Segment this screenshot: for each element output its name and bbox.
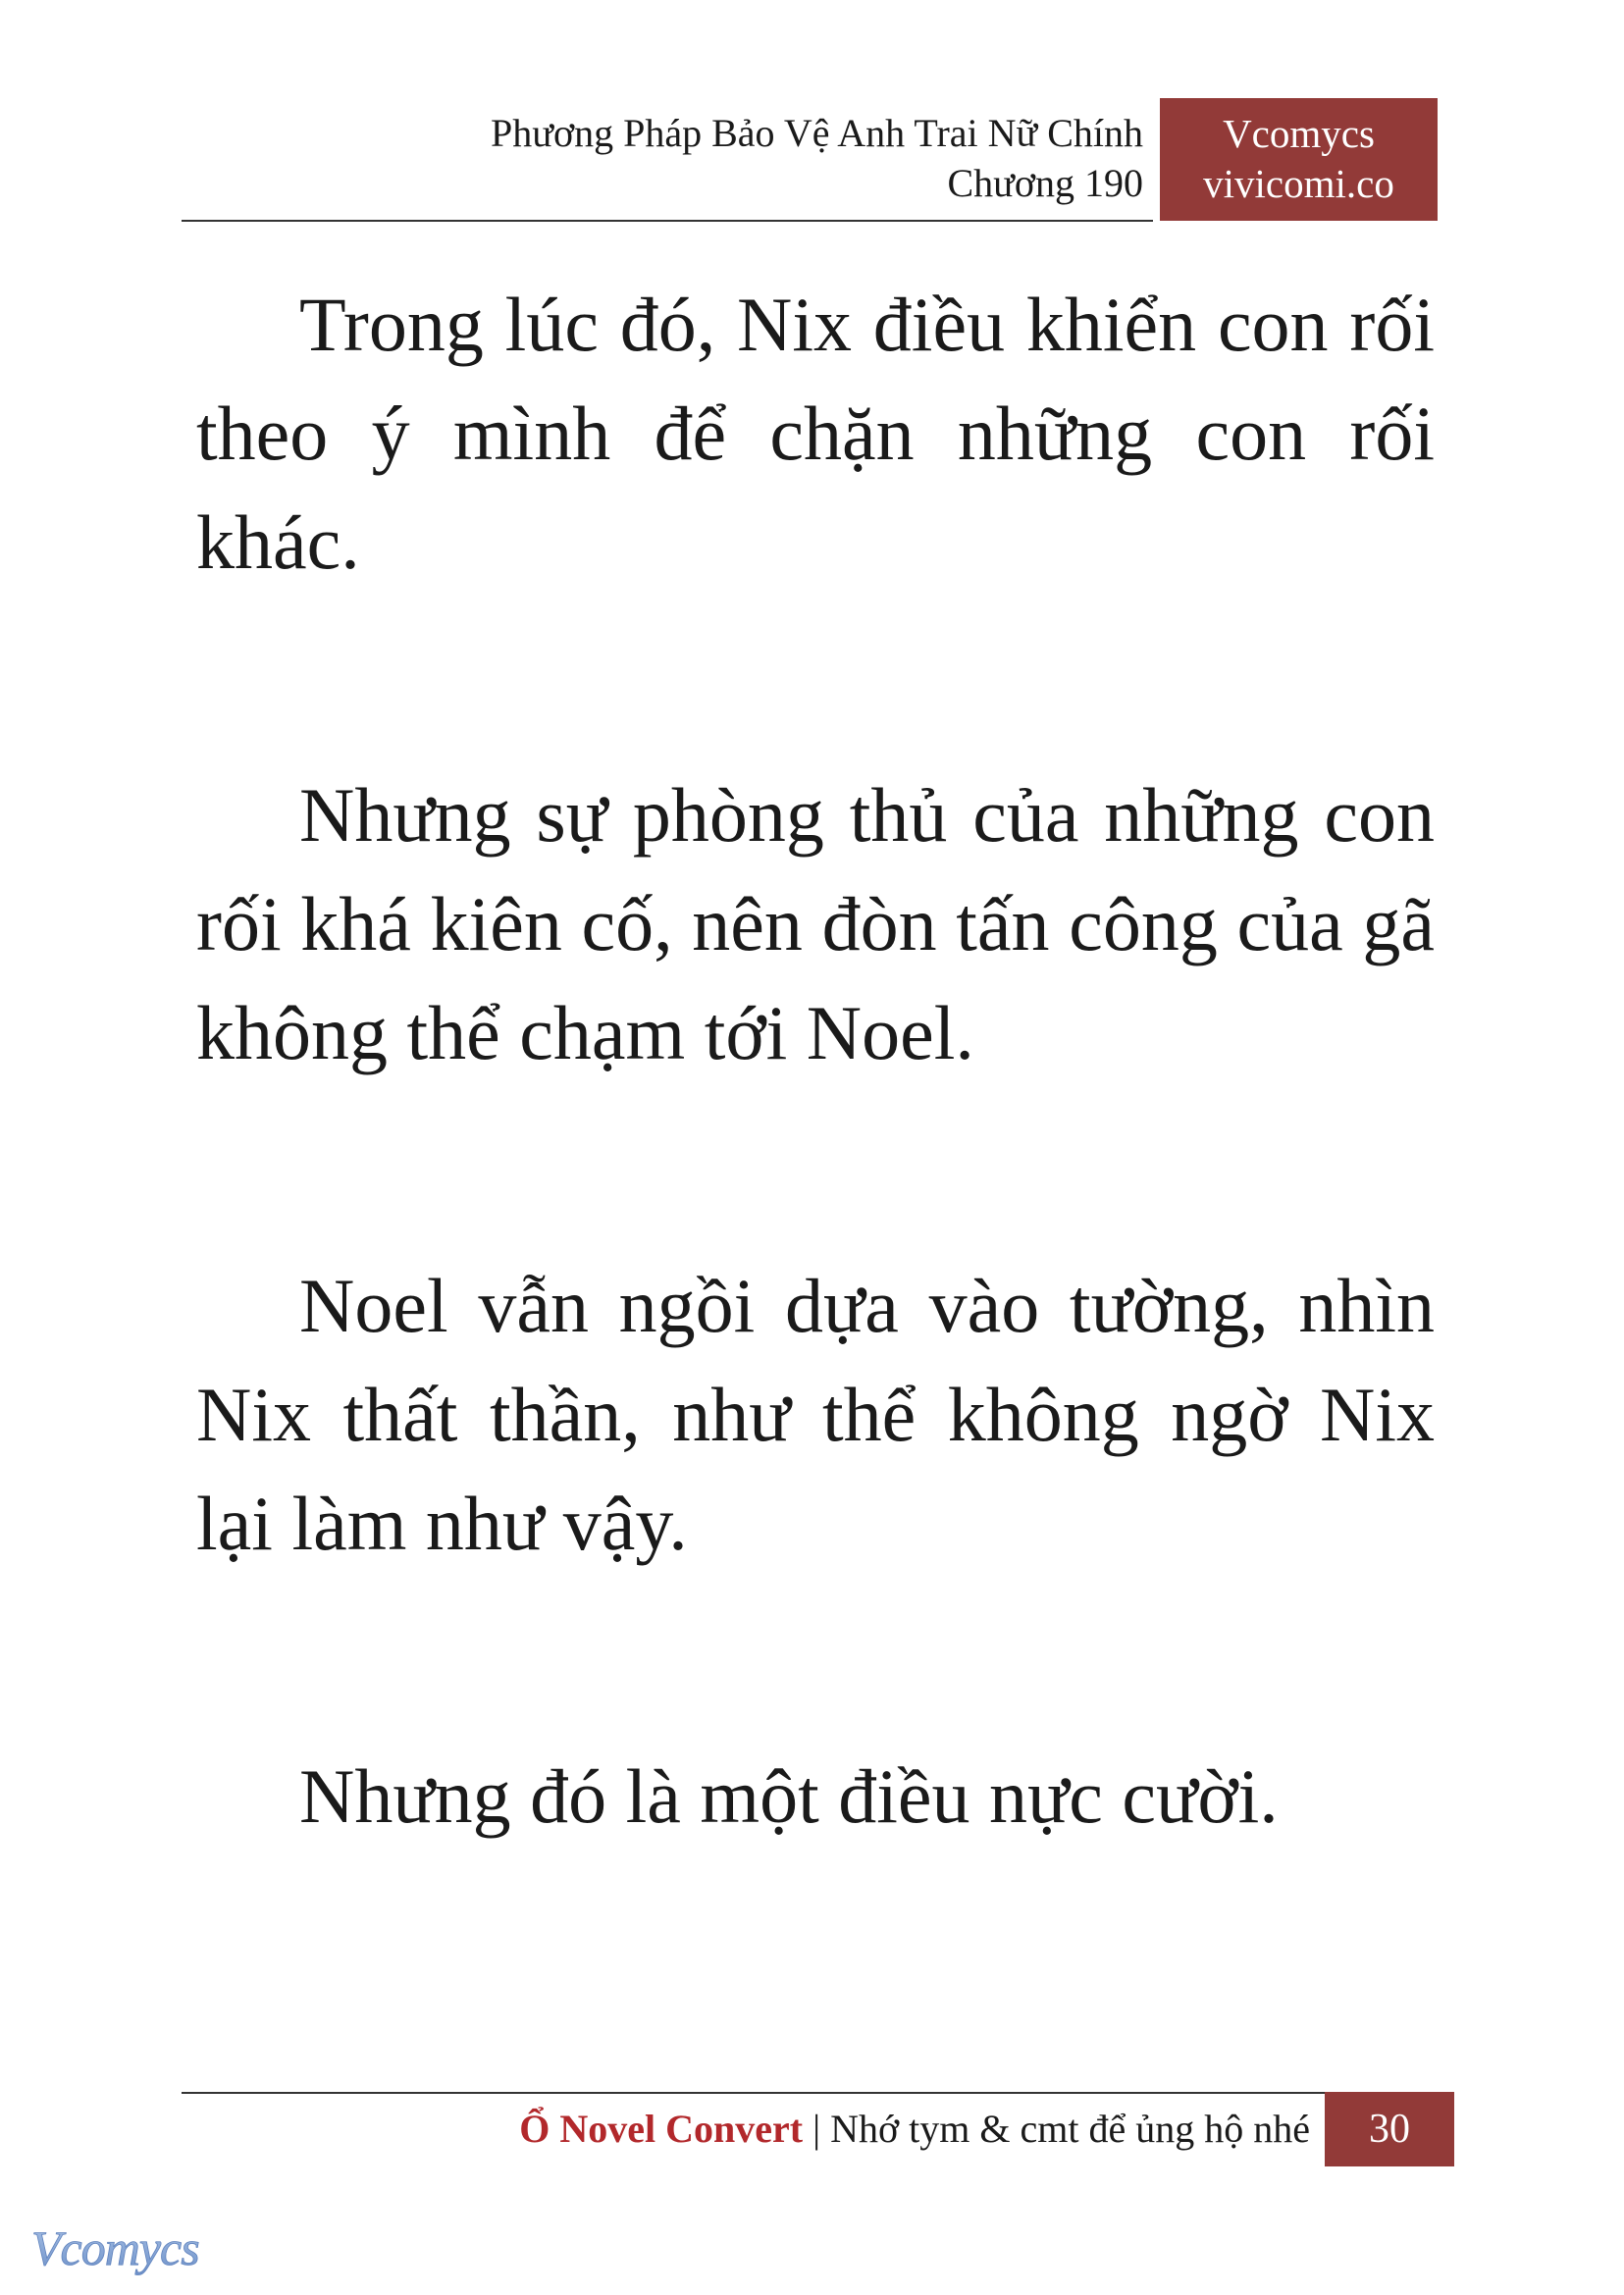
footer-message: Nhớ tym & cmt để ủng hộ nhé	[830, 2107, 1310, 2151]
page-number: 30	[1325, 2092, 1454, 2166]
watermark-text: Vcomycs	[31, 2220, 199, 2275]
header-divider	[182, 220, 1153, 222]
paragraph: Nhưng sự phòng thủ của những con rối khá kiên cố, nên đòn tấn công của gã không thể chạm tới Noel.	[196, 772, 1435, 1075]
footer-separator: |	[812, 2107, 821, 2151]
page-footer	[182, 2094, 1457, 2165]
header-badge	[1160, 98, 1438, 221]
paragraph: Noel vẫn ngồi dựa vào tường, nhìn Nix thất thần, như thể không ngờ Nix lại làm như vậy.	[196, 1263, 1435, 1566]
badge-site-name: Vcomycs	[1223, 111, 1375, 156]
page-header	[182, 98, 1438, 221]
badge-site-url: vivicomi.co	[1203, 161, 1394, 206]
watermark-logo	[27, 2219, 253, 2283]
vcomycs-logo-icon	[27, 2219, 253, 2278]
chapter-content	[196, 270, 1435, 2014]
paragraph: Nhưng đó là một điều nực cười.	[299, 1753, 1279, 1839]
chapter-label: Chương 190	[947, 161, 1143, 205]
header-text	[491, 108, 1143, 208]
footer-text	[519, 2104, 1310, 2155]
footer-brand: Ổ Novel Convert	[519, 2107, 804, 2151]
book-title: Phương Pháp Bảo Vệ Anh Trai Nữ Chính	[491, 111, 1143, 155]
paragraph: Trong lúc đó, Nix điều khiển con rối theo ý mình để chặn những con rối khác.	[196, 282, 1435, 585]
